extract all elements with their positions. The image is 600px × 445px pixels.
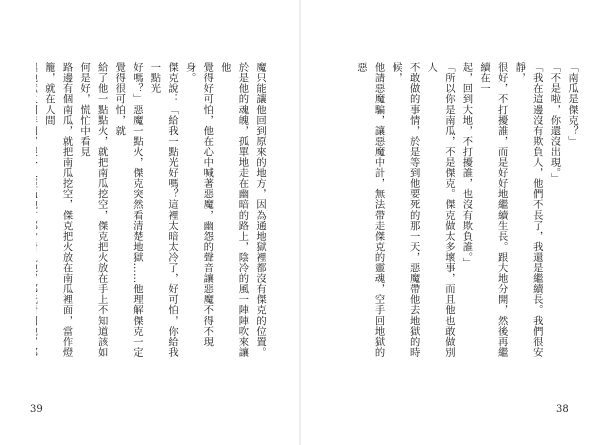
text-line: 起，回到大地，不打擾誰，也沒有欺負誰。」 [460, 62, 473, 268]
text-line: 他請惡魔騙，讓惡魔中計，無法帶走傑克的靈魂，空手回地獄的惡 [354, 62, 385, 358]
text-line: 「南瓜是傑克？」 [566, 62, 578, 147]
right-page-text [354, 62, 580, 362]
text-line: 路邊有個南瓜，就把南瓜挖空，傑克把火放在南瓜裡面，當作燈籠，就在人間 [42, 62, 73, 358]
left-page-text [36, 62, 268, 362]
text-line: 給了他一點點火，就把南瓜挖空，傑克把火放在手上不知道該如何是好，慌忙中看見 [78, 62, 108, 358]
text-line: 傑克說：「給我一點光好嗎？這裡太暗太冷了，好可怕，你給我一點光 [148, 62, 179, 358]
text-line: 「所以你是南瓜，不是傑克。傑克做太多壞事，而且他也敢做別人 [425, 62, 455, 358]
right-page [300, 0, 600, 445]
text-line: 不敢做的事情，於是等到他要死的那一天，惡魔帶他去地獄的時候， [390, 62, 420, 358]
page-number: 38 [556, 404, 569, 415]
text-line: 好嗎？」惡魔一點火，傑克突然看清楚地獄……他理解傑克一定覺得很可怕，就 [113, 62, 143, 358]
text-line: 覺得好可怕，他在心中喊著惡魔，幽怨的聲音讓惡魔不得不現身。 [183, 62, 214, 347]
text-line: 很好，不打擾誰，而是好好地繼續生長。跟大地分開，然後再繼續在一 [478, 62, 508, 358]
text-line: 「我在這邊沒有欺負人，他們不長了，我還是繼續長。我們很安靜， [513, 62, 543, 358]
text-line: 於是他的魂魄，孤單地走在幽暗的路上，陰冷的風一陣陣吹來讓他 [218, 62, 249, 358]
text-line: 魔只能讓他回到原來的地方，因為通地獄裡都沒有傑克的位置。 [254, 62, 266, 358]
page-number: 39 [30, 404, 43, 415]
text-line: 「不是啦，你還沒出現。」 [548, 62, 561, 184]
text-line [36, 62, 39, 362]
